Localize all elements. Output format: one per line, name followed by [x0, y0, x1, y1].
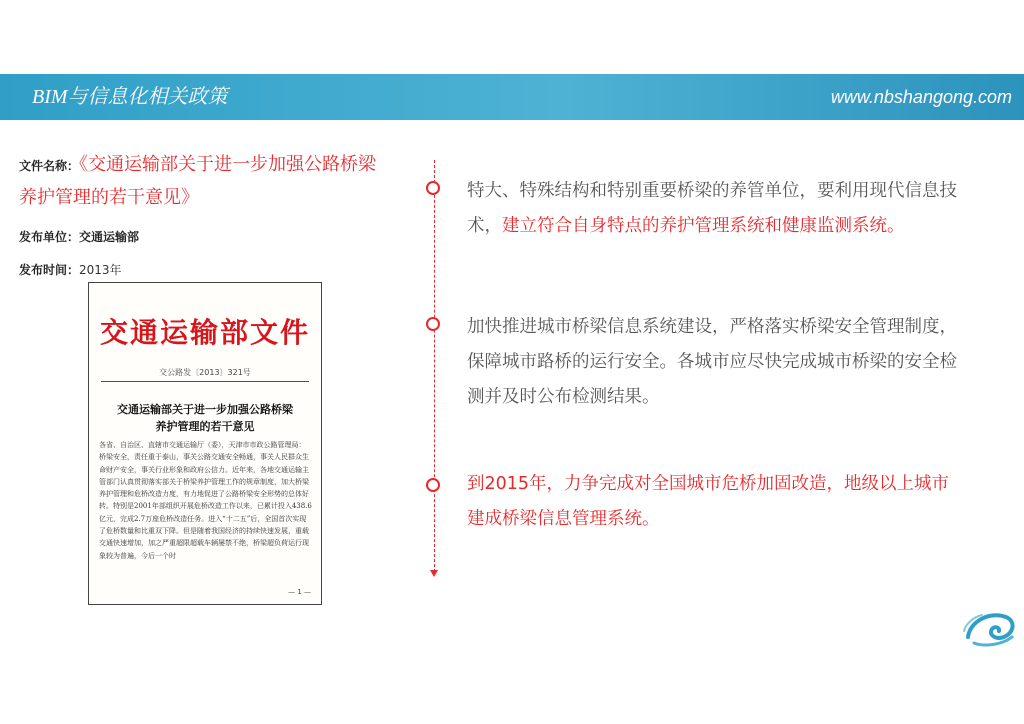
policy-point-1-highlight: 建立符合自身特点的养护管理系统和健康监测系统。 — [502, 216, 905, 236]
file-name-row-continued — [19, 183, 199, 209]
policy-point-2 — [467, 310, 962, 415]
timeline-marker-2 — [426, 317, 440, 331]
timeline-marker-3 — [426, 478, 440, 492]
file-name-row — [19, 150, 376, 176]
website-link[interactable]: www.nbshangong.com — [830, 87, 1012, 107]
document-scan-image — [88, 282, 322, 605]
document-page-number: — 1 — — [288, 588, 311, 596]
document-header: 交通运输部文件 — [99, 316, 310, 349]
policy-point-3 — [467, 467, 962, 537]
document-subtitle-line1: 交通运输部关于进一步加强公路桥梁 — [117, 403, 293, 416]
policy-point-3-highlight: 到2015年，力争完成对全国城市危桥加固改造，地级以上城市建成桥梁信息管理系统。 — [467, 474, 950, 529]
publisher-value: 交通运输部 — [79, 230, 140, 244]
policy-point-1-text: 特大、特殊结构和特别重要桥梁的养管单位，要利用现代信息技术， — [467, 181, 957, 236]
file-name-label: 文件名称： — [19, 159, 80, 173]
document-subtitle-line2: 养护管理的若干意见 — [155, 420, 255, 433]
policy-point-2-text: 加快推进城市桥梁信息系统建设，严格落实桥梁安全管理制度，保障城市路桥的运行安全。各城市应尽快完成城市桥梁的安全检测并及时公布检测结果。 — [467, 317, 957, 407]
policy-point-1 — [467, 174, 962, 244]
publish-time-row — [19, 259, 122, 278]
file-name-value: 《交通运输部关于进一步加强公路桥梁 — [79, 154, 377, 175]
publish-time-value: 2013年 — [79, 263, 122, 277]
publisher-label: 发布单位： — [19, 230, 80, 244]
timeline-marker-1 — [426, 181, 440, 195]
file-name-value-line2: 养护管理的若干意见》 — [19, 187, 199, 208]
document-number: 交公路发〔2013〕321号 — [159, 368, 251, 377]
page-title: BIM与信息化相关政策 — [32, 86, 228, 108]
publish-time-label: 发布时间： — [19, 263, 80, 277]
swirl-logo-icon — [960, 603, 1020, 651]
timeline-line — [434, 160, 435, 572]
timeline-arrow-icon — [430, 570, 438, 577]
document-red-rule — [101, 381, 309, 382]
publisher-row — [19, 226, 139, 245]
document-body-text: 各省、自治区、直辖市交通运输厅（委），天津市市政公路管理局： 桥梁安全，责任重于泰山，事关公路交通安全畅通，事关人民群众生命财产安全，事关行业形象和政府公信力。近年来，各地交通运输主管部门认真贯彻落实部关于桥梁养护管理工作的规章制度，加大桥梁养护管理和危桥改造力度，有力地促进了公路桥梁安全形势的总体好转。特别是2001年部组织开展危桥改造工作以来，已累计投入438.6亿元，完成2.7万座危桥改造任务。进入“十二五”后，全国首次实现了危桥数量和比重双下降。但是随着我国经济的持续快速发展，重载交通快速增加，加之严重超限超载车辆屡禁不绝，桥梁超负荷运行现象较为普遍，今后一个时 — [99, 441, 316, 560]
document-subtitle — [89, 401, 321, 435]
header-banner — [0, 74, 1024, 120]
